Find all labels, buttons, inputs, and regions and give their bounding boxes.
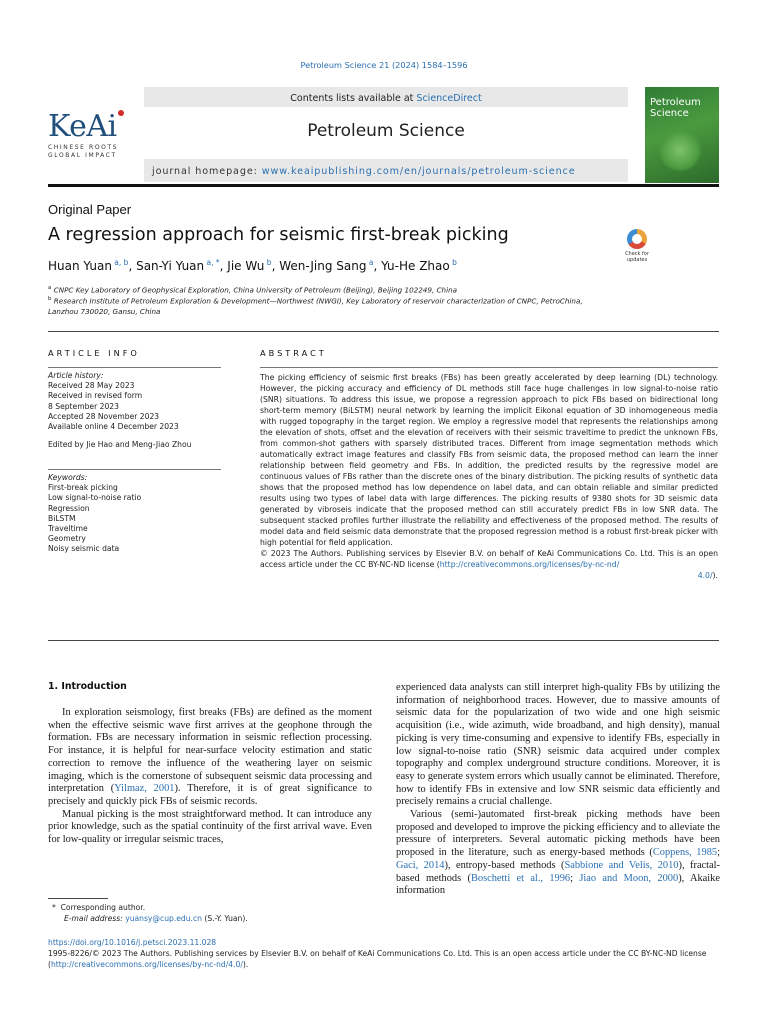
sciencedirect-link[interactable]: ScienceDirect — [416, 93, 482, 104]
affiliation-a-mark: a — [48, 285, 52, 291]
check-updates-icon-center — [632, 234, 642, 244]
keai-wordmark — [48, 109, 138, 144]
author-separator: , — [271, 259, 280, 273]
doi-line — [48, 938, 728, 949]
email-line — [52, 913, 248, 924]
contents-prefix: Contents lists available at — [290, 93, 417, 104]
author-affil-link[interactable]: a, * — [204, 258, 220, 267]
footnote-mark: * — [52, 903, 56, 912]
author-affil-link[interactable]: a — [366, 258, 374, 267]
abstract-rule — [260, 367, 718, 368]
email-link[interactable]: yuansy@cup.edu.cn — [125, 914, 202, 923]
ref-separator: ; — [717, 847, 720, 859]
author-name: San-Yi Yuan — [136, 259, 205, 273]
check-updates-label: Check for updates — [625, 251, 649, 263]
license-open: ( — [48, 959, 51, 969]
keai-tagline-1: CHINESE ROOTS — [48, 144, 119, 151]
keyword-item: Low signal-to-noise ratio — [48, 493, 142, 503]
homepage-link[interactable]: www.keaipublishing.com/en/journals/petroleum-science — [261, 166, 576, 177]
author-separator: , — [128, 259, 137, 273]
license-close: ). — [712, 571, 718, 580]
article-info-heading: ARTICLE INFO — [48, 348, 140, 358]
keywords-block — [48, 473, 221, 555]
footnote-label: Corresponding author. — [60, 903, 146, 912]
reference-link[interactable]: Yilmaz, 2001 — [114, 783, 175, 795]
license-close: ). — [242, 959, 249, 969]
journal-citation[interactable]: Petroleum Science 21 (2024) 1584–1596 — [300, 60, 468, 70]
body-column-right — [396, 682, 720, 898]
author-affil-link[interactable]: a, b — [111, 258, 129, 267]
affiliation-b — [48, 294, 698, 317]
affiliation-b-text: Research Institute of Petroleum Exploration & Development—Northwest (NWGI), Key Laboratory of reservoir characterization of CNPC, PetroChina, — [53, 296, 583, 306]
keai-logo[interactable] — [48, 109, 138, 160]
footnote — [52, 902, 248, 924]
abstract-end-rule — [48, 640, 719, 641]
history-item: Received 28 May 2023 — [48, 381, 135, 391]
spacer — [48, 432, 221, 440]
keywords-label: Keywords: — [48, 473, 88, 482]
intro-p4-text: Various (semi-)automated first-break picking methods have been proposed and developed to improve the picking efficiency and to alleviate the pressure of interpreters. Several automatic picking methods have been proposed in the literature, such as energy-based methods ( — [396, 809, 720, 859]
cover-globe-icon — [658, 128, 702, 172]
license-link[interactable]: http://creativecommons.org/licenses/by-nc-nd/ — [439, 560, 620, 569]
history-label: Article history: — [48, 371, 104, 380]
license-link-end[interactable]: 4.0/ — [697, 571, 713, 580]
cover-title: Petroleum Science — [650, 97, 701, 119]
author-separator: , — [219, 259, 228, 273]
email-label: E-mail address: — [64, 914, 126, 923]
author-name: Wen-Jing Sang — [279, 259, 367, 273]
affiliation-b-mark: b — [48, 296, 52, 302]
reference-link[interactable]: Sabbione and Velis, 2010 — [564, 859, 679, 871]
email-suffix: (S.-Y. Yuan). — [201, 914, 248, 923]
section-rule — [48, 331, 719, 332]
intro-p1-text-2: ). Therefore, it is of great significance to precisely and quickly pick FBs of seismic records. — [48, 783, 372, 807]
intro-paragraph-2: Manual picking is the most straightforward method. It can introduce any prior knowledge, such as the spatial continuity of the first arrival wave. Even for low-quality or irregular seismic traces, — [48, 808, 372, 846]
journal-homepage — [152, 166, 576, 177]
author-separator: , — [373, 259, 382, 273]
keyword-item: Noisy seismic data — [48, 544, 120, 554]
article-history — [48, 371, 221, 450]
history-item: 8 September 2023 — [48, 401, 119, 411]
keai-logo-text: KeAi — [48, 109, 117, 144]
article-title: A regression approach for seismic first-break picking — [48, 225, 509, 245]
article-info-rule — [48, 367, 221, 368]
keyword-item: Traveltime — [48, 524, 88, 534]
author-name: Jie Wu — [227, 259, 265, 273]
contents-line — [144, 93, 628, 104]
doi-link[interactable]: https://doi.org/10.1016/j.petsci.2023.11.028 — [48, 938, 217, 947]
intro-paragraph-4 — [396, 809, 720, 898]
history-item: Received in revised form — [48, 391, 143, 401]
intro-p4-text-2: ), entropy-based methods ( — [444, 859, 565, 871]
abstract-copyright — [260, 548, 718, 581]
reference-link[interactable]: Coppens, 1985 — [652, 847, 718, 859]
reference-link[interactable]: Boschetti et al., 1996 — [470, 872, 571, 884]
masthead-rule — [48, 184, 719, 187]
issn-license-line — [48, 949, 728, 970]
keyword-item: First-break picking — [48, 483, 118, 493]
intro-p1-text: In exploration seismology, first breaks (FBs) are defined as the moment when the effective seismic wave first arrives at the geophone through the formation. FBs are necessary information in seismic reflection processing. For instance, it is helpful for near-surface velocity estimation and static correction to remove the influence of the weathering layer on seismic imaging, which is the cornerstone of subsequent seismic data processing and interpretation ( — [48, 707, 372, 795]
check-for-updates-button[interactable] — [619, 229, 655, 265]
affiliation-a-text: CNPC Key Laboratory of Geophysical Exploration, China University of Petroleum (Beijing), Beijing 102249, China — [53, 285, 458, 295]
intro-paragraph-1 — [48, 707, 372, 809]
copyright-text: © 2023 The Authors. Publishing services by Elsevier B.V. on behalf of KeAi Communications Co. Ltd. This is an open access article under the CC BY-NC-ND license ( — [260, 549, 718, 569]
author-list — [48, 258, 457, 273]
section-heading-introduction: 1. Introduction — [48, 681, 127, 692]
keai-logo-dot-icon — [118, 110, 124, 116]
edited-by: Edited by Jie Hao and Meng-Jiao Zhou — [48, 440, 192, 450]
reference-link[interactable]: Gaci, 2014 — [396, 859, 445, 871]
keyword-item: Geometry — [48, 534, 86, 544]
abstract-body — [260, 372, 718, 581]
author-name: Huan Yuan — [48, 259, 112, 273]
author-affil-link[interactable]: b — [264, 258, 272, 267]
keyword-item: BiLSTM — [48, 513, 76, 523]
keywords-rule — [48, 469, 221, 470]
issn-text: 1995-8226/© 2023 The Authors. Publishing services by Elsevier B.V. on behalf of KeAi Communications Co. Ltd. This is an open access article under the CC BY-NC-ND license — [48, 949, 707, 958]
abstract-heading: ABSTRACT — [260, 348, 327, 358]
history-item: Available online 4 December 2023 — [48, 422, 179, 432]
intro-p4-text-3: ), fractal-based methods ( — [396, 859, 721, 884]
footnote-rule — [48, 898, 108, 899]
intro-paragraph-3: experienced data analysts can still interpret high-quality FBs by utilizing the information of neighborhood traces. However, due to massive amounts of seismic data for the popularization of two wide and one high seismic acquisition (i.e., wide azimuth, wide broadband, and high density), manual picking is very time-consuming and expensive to identify FBs, especially in low signal-to-noise ratio (SNR) seismic data acquired under complex topography and complex underground structure conditions. Moreover, it is easy to generate system errors which usually cannot be eliminated. Therefore, how to identify FBs in extensive and low SNR seismic data efficiently and precisely remains a crucial challenge. — [396, 682, 720, 808]
keyword-item: Regression — [48, 503, 90, 513]
body-column-left — [48, 707, 372, 847]
reference-link[interactable]: Jiao and Moon, 2000 — [579, 872, 679, 884]
corresponding-author-note — [52, 902, 248, 913]
author-affil-link[interactable]: b — [449, 258, 457, 267]
affiliation-b-text-2: Lanzhou 730020, Gansu, China — [48, 307, 161, 317]
keai-tagline-2: GLOBAL IMPACT — [48, 152, 117, 159]
intro-p4-text-4: ), Akaike information — [396, 872, 720, 897]
journal-title: Petroleum Science — [307, 121, 465, 141]
article-type: Original Paper — [48, 202, 132, 217]
homepage-prefix: journal homepage: — [152, 166, 262, 177]
history-item: Accepted 28 November 2023 — [48, 411, 160, 421]
author-name: Yu-He Zhao — [381, 259, 450, 273]
bottom-license-link[interactable]: http://creativecommons.org/licenses/by-nc-nd/4.0/ — [50, 959, 243, 969]
abstract-text: The picking efficiency of seismic first breaks (FBs) has been greatly accelerated by deep learning (DL) technology. However, the picking accuracy and efficiency of DL methods still face huge challenges in low signal-to-noise ratio (SNR) situations. To address this issue, we propose a regression approach to pick FBs based on bidirectional long short-term memory (BiLSTM) neural network by learning the implicit Eikonal equation of 3D inhomogeneous media with rugged topography in the target region. We employ a regressive model that represents the relationships among the elevation of shots, offset and the elevation of receivers with their seismic traveltime to predict the unknown FBs, from common-shot gathers with sparsely distributed traces. Different from image segmentation methods which automatically extract image features and classify FBs from seismic data, the proposed method can learn the inner relationship between field geometry and FBs. In addition, the predicted results by the regressive model are continuous values of FBs rather than the discrete ones of the binary distribution. The picking results of synthetic data shows that the proposed method has low dependence on label data, and can obtain reliable and similar predicted results using two types of label data with large differences. The picking results of 9380 shots for 3D seismic data generated by vibroseis indicate that the proposed method can still accurately predict FBs in low SNR data. The subsequent stacked profiles further illustrate the reliability and effectiveness of the proposed method. The results of model data and field seismic data demonstrate that the proposed regression method is a robust first-break picker with high potential for field application. — [260, 373, 718, 547]
ref-separator: ; — [570, 872, 580, 884]
